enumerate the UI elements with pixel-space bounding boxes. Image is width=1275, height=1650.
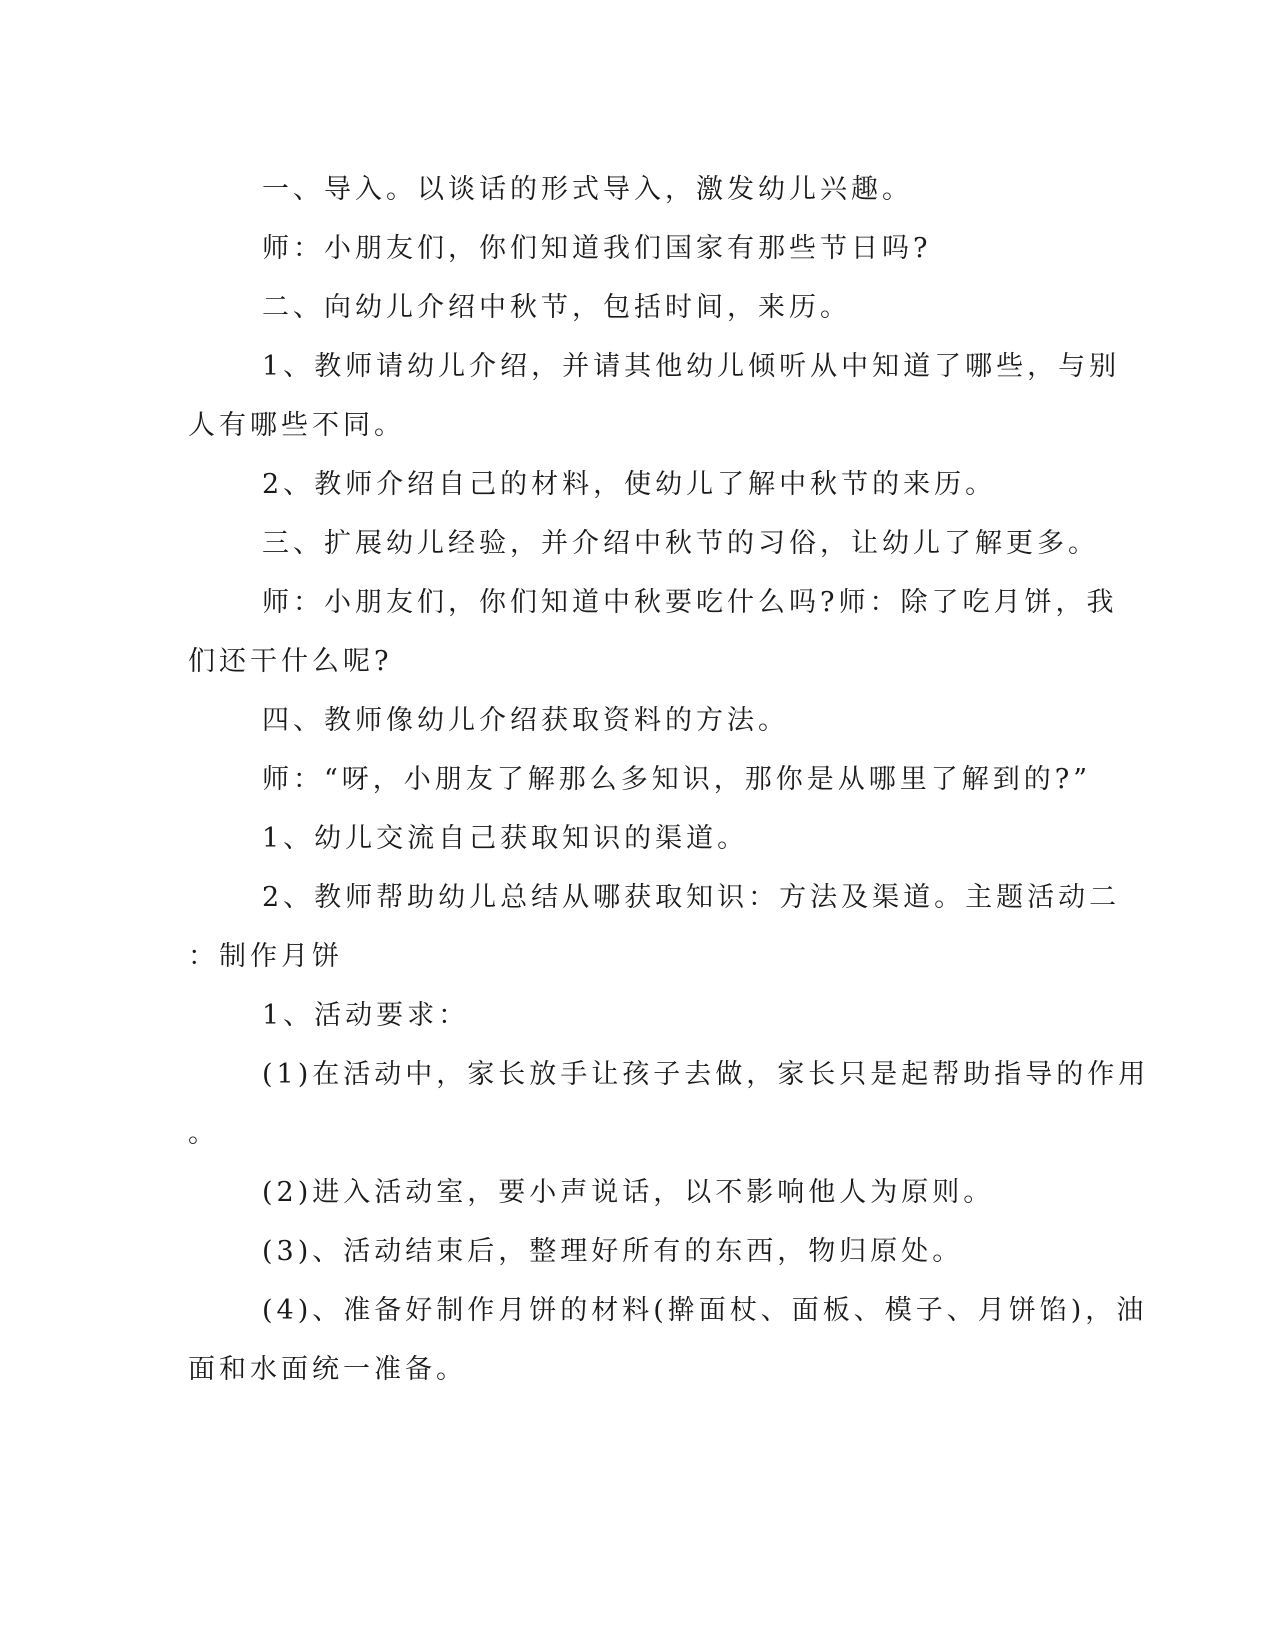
paragraph-intro-heading: 一、导入。以谈话的形式导入，激发幼儿兴趣。 (262, 174, 913, 205)
paragraph-item-2: 2、教师介绍自己的材料，使幼儿了解中秋节的来历。 (262, 469, 997, 500)
paragraph-section-3-heading: 三、扩展幼儿经验，并介绍中秋节的习俗，让幼儿了解更多。 (262, 528, 1099, 559)
paragraph-section-4-heading: 四、教师像幼儿介绍获取资料的方法。 (262, 705, 789, 736)
paragraph-rule-1-line-2: 。 (188, 1118, 219, 1149)
paragraph-section-2-heading: 二、向幼儿介绍中秋节，包括时间，来历。 (262, 292, 851, 323)
paragraph-teacher-question-2-line-2: 们还干什么呢? (188, 646, 393, 677)
paragraph-rule-4-line-1: (4)、准备好制作月饼的材料(擀面杖、面板、模子、月饼馅)，油 (262, 1295, 1148, 1326)
paragraph-teacher-question-1: 师：小朋友们，你们知道我们国家有那些节日吗? (262, 233, 932, 264)
paragraph-item-1-line-1: 1、教师请幼儿介绍，并请其他幼儿倾听从中知道了哪些，与别 (262, 351, 1121, 382)
paragraph-rule-4-line-2: 面和水面统一准备。 (188, 1354, 467, 1385)
paragraph-activity-requirements: 1、活动要求： (262, 1000, 470, 1031)
paragraph-rule-1-line-1: (1)在活动中，家长放手让孩子去做，家长只是起帮助指导的作用 (262, 1059, 1150, 1090)
paragraph-rule-3: (3)、活动结束后，整理好所有的东西，物归原处。 (262, 1236, 964, 1267)
paragraph-item-2b-line-1: 2、教师帮助幼儿总结从哪获取知识：方法及渠道。主题活动二 (262, 882, 1121, 913)
paragraph-item-1b: 1、幼儿交流自己获取知识的渠道。 (262, 823, 749, 854)
paragraph-rule-2: (2)进入活动室，要小声说话，以不影响他人为原则。 (262, 1177, 995, 1208)
paragraph-teacher-question-3: 师：“呀，小朋友了解那么多知识，那你是从哪里了解到的?” (262, 764, 1092, 795)
paragraph-item-1-line-2: 人有哪些不同。 (188, 410, 405, 441)
paragraph-item-2b-line-2: ：制作月饼 (188, 941, 343, 972)
paragraph-teacher-question-2-line-1: 师：小朋友们，你们知道中秋要吃什么吗?师：除了吃月饼，我 (262, 587, 1118, 618)
